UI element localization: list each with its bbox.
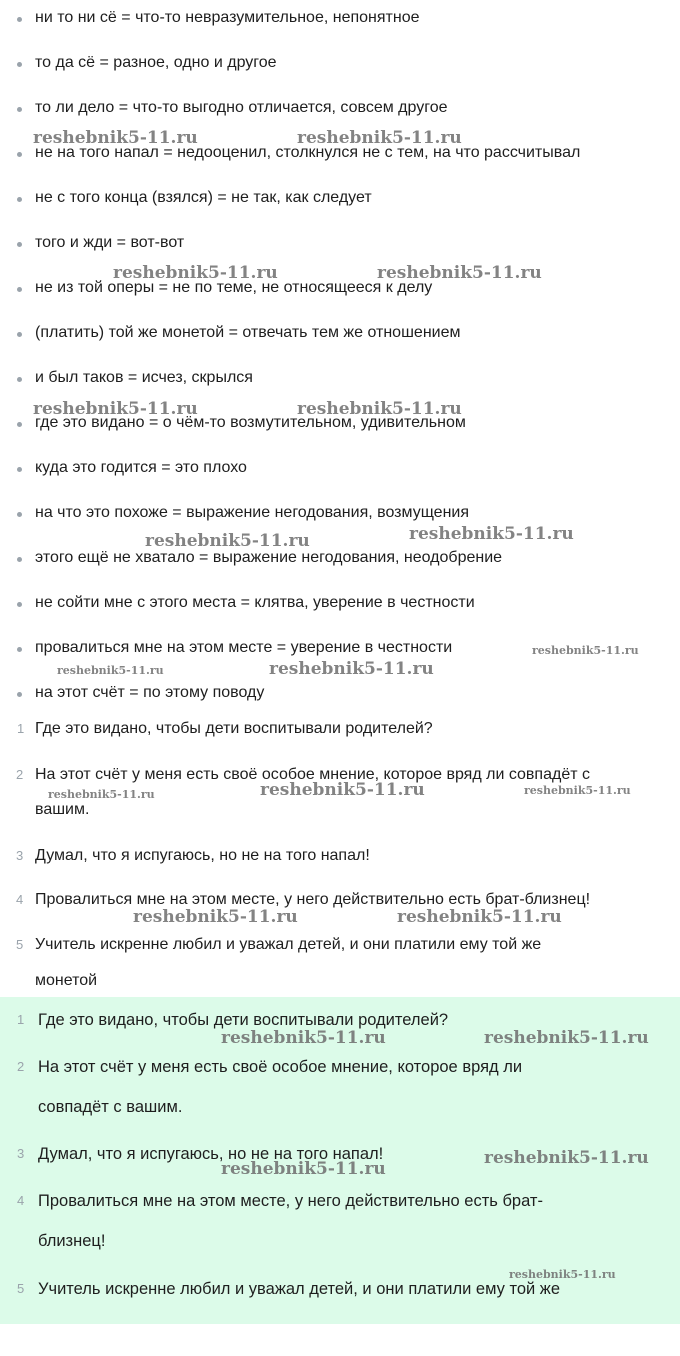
idiom-text: (платить) той же монетой = отвечать тем же отношением — [35, 324, 461, 341]
sentence-text: Учитель искренне любил и уважал детей, и они платили ему той же — [35, 936, 542, 953]
sentence-text: Провалиться мне на этом месте, у него действительно есть брат-близнец! — [35, 891, 591, 908]
item-number: 5 — [17, 1281, 25, 1296]
watermark-logo: reshebnik5-11.ru — [484, 1148, 649, 1168]
answer-text: Учитель искренне любил и уважал детей, и они платили ему той же — [38, 1280, 561, 1298]
sentence-text-cont: вашим. — [35, 801, 90, 818]
idiom-text: на этот счёт = по этому поводу — [35, 684, 265, 701]
watermark-logo: reshebnik5-11.ru — [221, 1028, 386, 1048]
item-number: 1 — [17, 721, 25, 736]
item-number: 2 — [16, 767, 24, 782]
idiom-text: на что это похоже = выражение негодования, возмущения — [35, 504, 470, 521]
item-number: 4 — [17, 1193, 25, 1208]
watermark-logo: reshebnik5-11.ru — [269, 659, 434, 679]
answer-text: Где это видано, чтобы дети воспитывали родителей? — [38, 1011, 449, 1029]
item-number: 1 — [17, 1012, 25, 1027]
watermark-logo: reshebnik5-11.ru — [532, 644, 639, 657]
idiom-text: не из той оперы = не по теме, не относящееся к делу — [35, 279, 433, 296]
watermark-logo: reshebnik5-11.ru — [33, 128, 198, 148]
bullet-icon — [17, 152, 22, 157]
bullet-icon — [17, 602, 22, 607]
bullet-icon — [17, 377, 22, 382]
bullet-icon — [17, 287, 22, 292]
watermark-logo: reshebnik5-11.ru — [484, 1028, 649, 1048]
watermark-logo: reshebnik5-11.ru — [221, 1159, 386, 1179]
watermark-logo: reshebnik5-11.ru — [133, 907, 298, 927]
watermark-logo: reshebnik5-11.ru — [409, 524, 574, 544]
watermark-logo: reshebnik5-11.ru — [33, 399, 198, 419]
watermark-logo: reshebnik5-11.ru — [524, 784, 631, 797]
bullet-icon — [17, 242, 22, 247]
watermark-logo: reshebnik5-11.ru — [297, 399, 462, 419]
bullet-icon — [17, 512, 22, 517]
bullet-icon — [17, 62, 22, 67]
idiom-text: где это видано = о чём-то возмутительном, удивительном — [35, 414, 466, 431]
watermark-logo: reshebnik5-11.ru — [297, 128, 462, 148]
watermark-logo: reshebnik5-11.ru — [397, 907, 562, 927]
bullet-icon — [17, 332, 22, 337]
idiom-text: не на того напал = недооценил, столкнулся не с тем, на что рассчитывал — [35, 144, 581, 161]
answer-text-cont: совпадёт с вашим. — [38, 1098, 183, 1116]
sentence-text-cont: монетой — [35, 972, 98, 989]
bullet-icon — [17, 422, 22, 427]
bullet-icon — [17, 17, 22, 22]
idiom-text: провалиться мне на этом месте = уверение в честности — [35, 639, 453, 656]
bullet-icon — [17, 557, 22, 562]
watermark-logo: reshebnik5-11.ru — [509, 1268, 616, 1281]
item-number: 2 — [17, 1059, 25, 1074]
idiom-text: то да сё = разное, одно и другое — [35, 54, 277, 71]
watermark-logo: reshebnik5-11.ru — [145, 531, 310, 551]
watermark-logo: reshebnik5-11.ru — [377, 263, 542, 283]
bullet-icon — [17, 647, 22, 652]
watermark-logo: reshebnik5-11.ru — [48, 788, 155, 801]
bullet-icon — [17, 197, 22, 202]
answer-text: На этот счёт у меня есть своё особое мнение, которое вряд ли — [38, 1058, 523, 1076]
watermark-logo: reshebnik5-11.ru — [260, 780, 425, 800]
answer-text: Провалиться мне на этом месте, у него действительно есть брат- — [38, 1192, 543, 1210]
page-bottom — [0, 1324, 680, 1356]
idiom-text: не с того конца (взялся) = не так, как следует — [35, 189, 372, 206]
watermark-logo: reshebnik5-11.ru — [57, 664, 164, 677]
bullet-icon — [17, 107, 22, 112]
bullet-icon — [17, 467, 22, 472]
idiom-text: не сойти мне с этого места = клятва, уверение в честности — [35, 594, 475, 611]
bullet-icon — [17, 692, 22, 697]
sentence-text: Где это видано, чтобы дети воспитывали родителей? — [35, 720, 433, 737]
sentence-text: Думал, что я испугаюсь, но не на того напал! — [35, 847, 370, 864]
item-number: 5 — [16, 937, 24, 952]
idiom-text: и был таков = исчез, скрылся — [35, 369, 253, 386]
item-number: 3 — [17, 1146, 25, 1161]
answer-text-cont: близнец! — [38, 1232, 106, 1250]
sentence-text: На этот счёт у меня есть своё особое мнение, которое вряд ли совпадёт с — [35, 766, 590, 783]
item-number: 4 — [16, 892, 24, 907]
idiom-text: этого ещё не хватало = выражение негодования, неодобрение — [35, 549, 503, 566]
watermark-logo: reshebnik5-11.ru — [113, 263, 278, 283]
idiom-text: ни то ни сё = что-то невразумительное, непонятное — [35, 9, 420, 26]
idiom-text: то ли дело = что-то выгодно отличается, совсем другое — [35, 99, 448, 116]
item-number: 3 — [16, 848, 24, 863]
idiom-text: того и жди = вот-вот — [35, 234, 185, 251]
idiom-text: куда это годится = это плохо — [35, 459, 247, 476]
answer-text: Думал, что я испугаюсь, но не на того напал! — [38, 1145, 384, 1163]
